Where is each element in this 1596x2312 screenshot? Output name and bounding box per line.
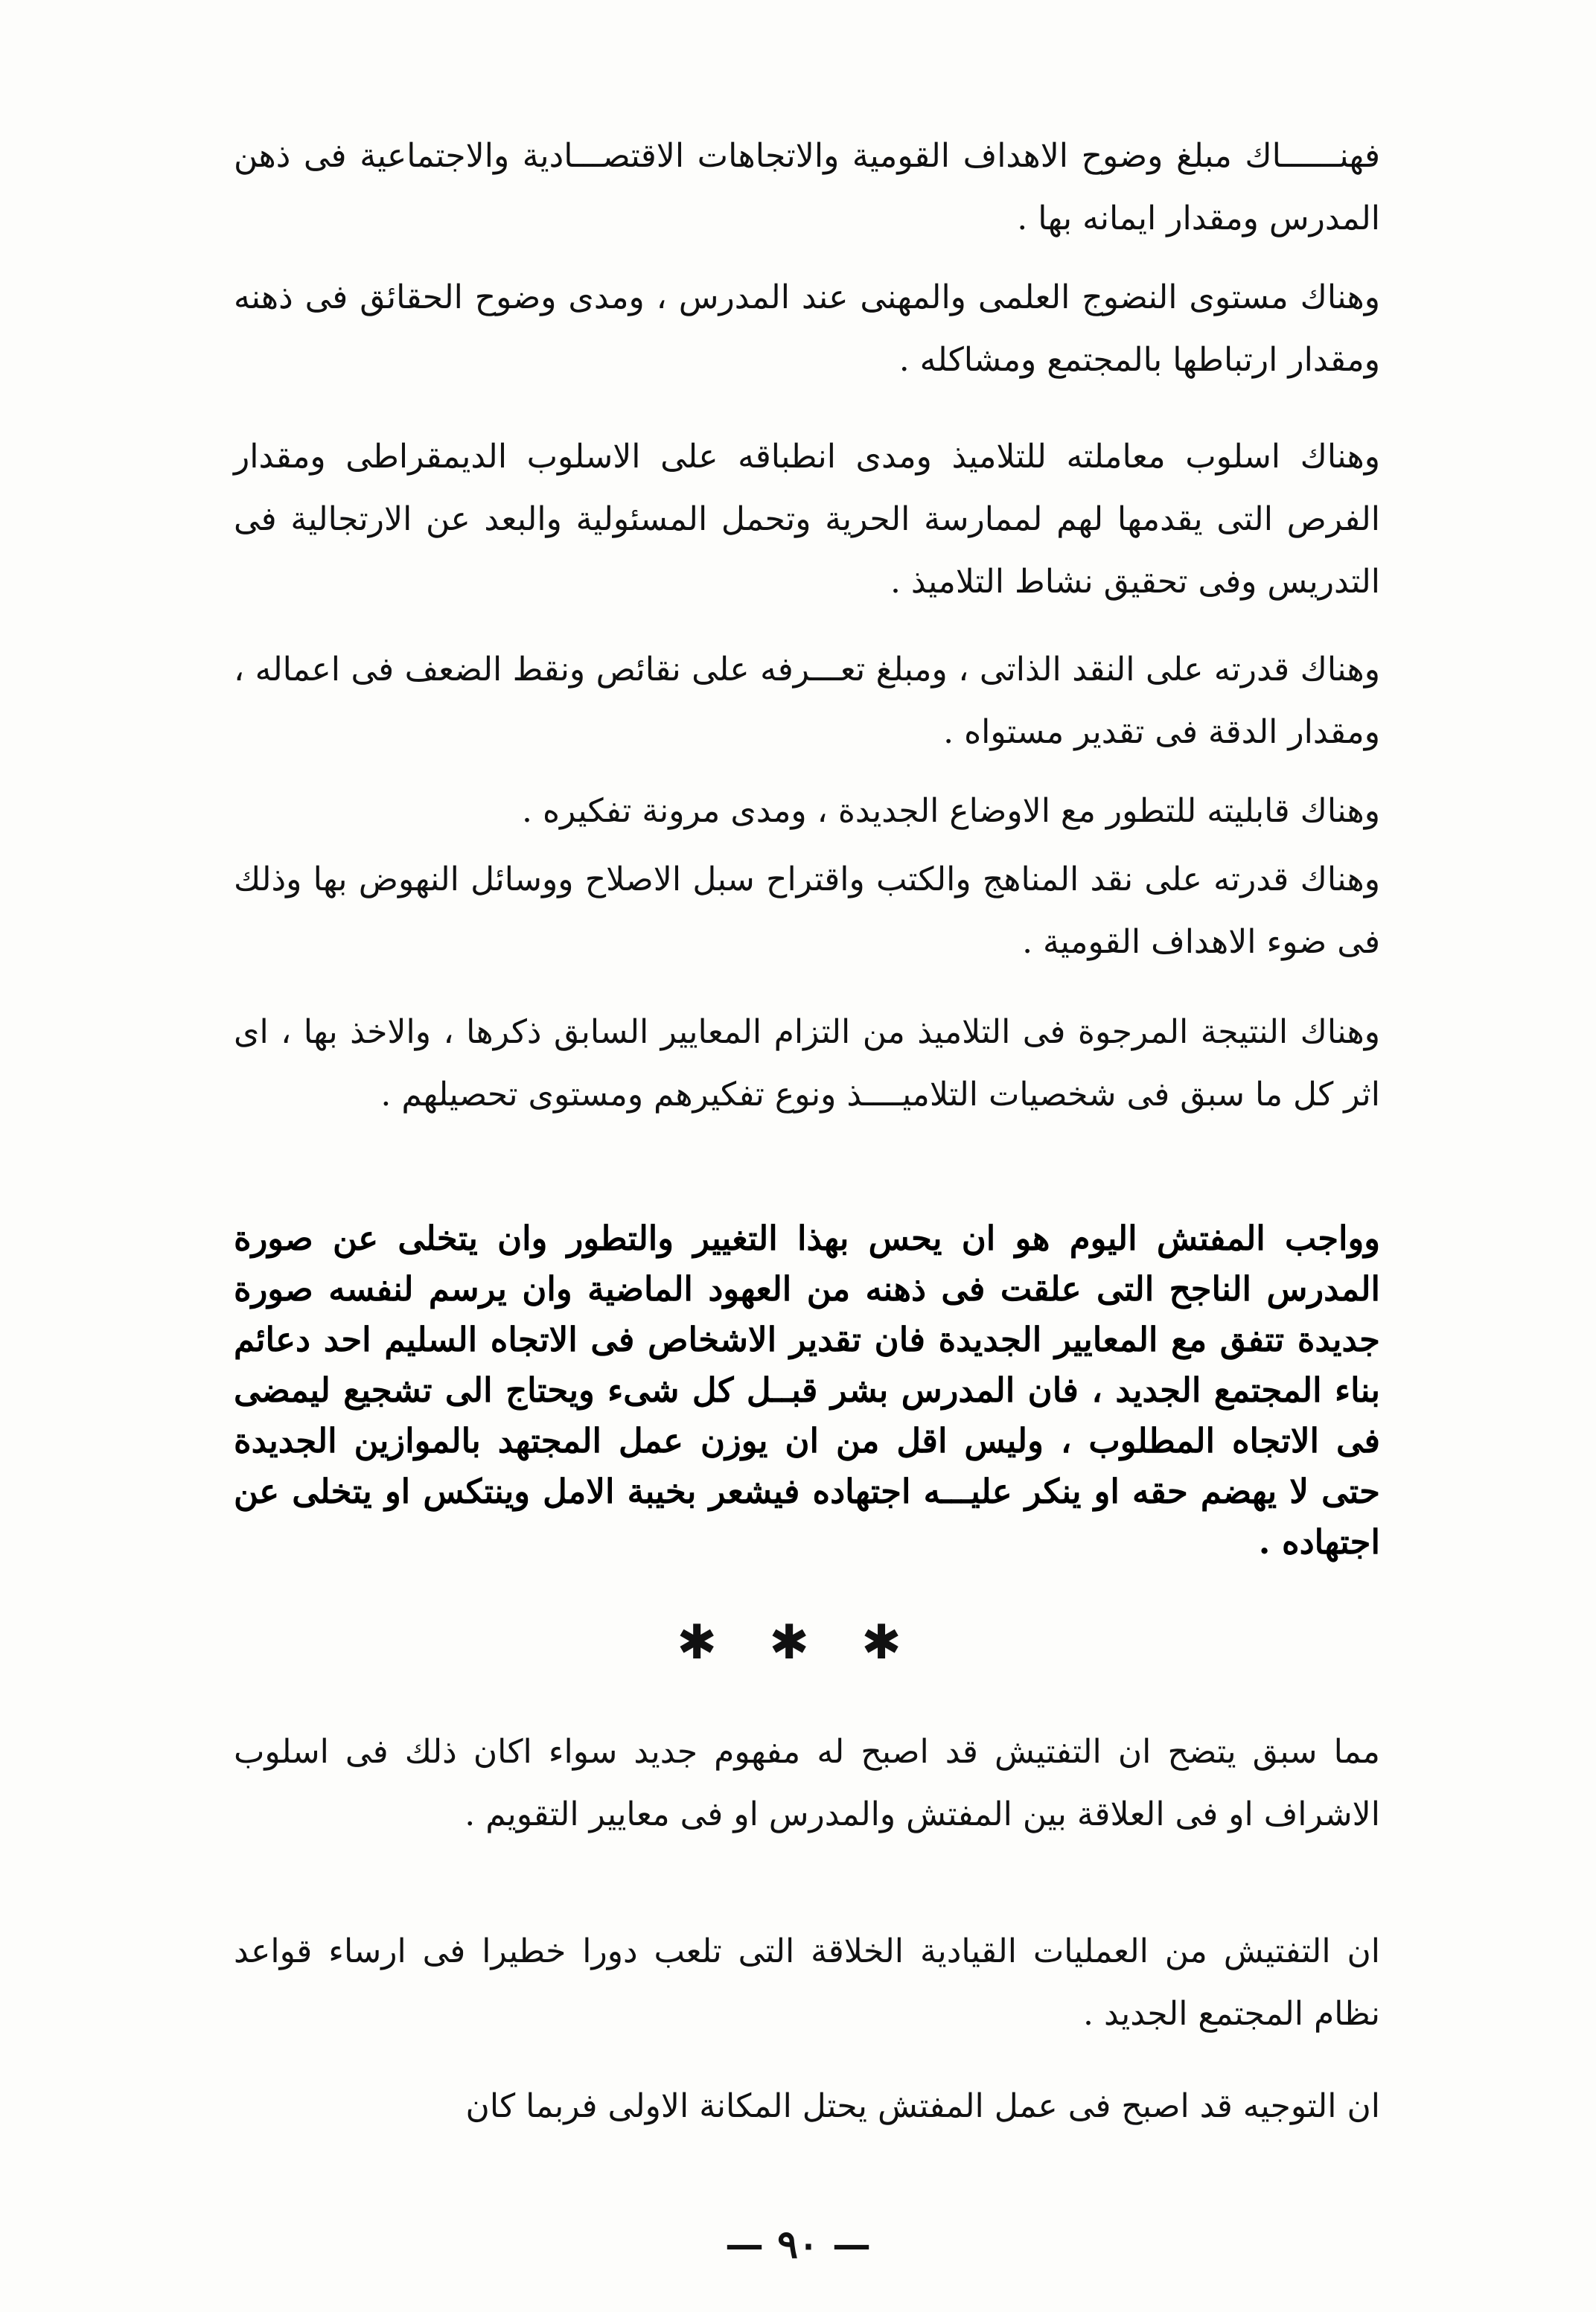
paragraph-treatment-style: وهناك اسلوب معاملته للتلاميذ ومدى انطباقه على الاسلوب الديمقراطى ومقدار الفرص التى يقدمها لهم لممارسة الحرية وتحمل المسئولية والبعد عن الارتجالية فى التدريس وفى تحقيق نشاط التلاميذ . — [234, 438, 1380, 601]
paragraph-national-goals: فهنــــــاك مبلغ وضوح الاهداف القومية والاتجاهات الاقتصـــادية والاجتماعية فى ذهن المدرس ومقدار ايمانه بها . — [234, 137, 1380, 237]
paragraph-guidance: ان التوجيه قد اصبح فى عمل المفتش يحتل المكانة الاولى فربما كان — [465, 2087, 1380, 2125]
paragraph-curriculum-criticism: وهناك قدرته على نقد المناهج والكتب واقتراح سبل الاصلاح ووسائل النهوض بها وذلك فى ضوء الاهداف القومية . — [234, 860, 1380, 961]
paragraph-new-concept: مما سبق يتضح ان التفتيش قد اصبح له مفهوم جديد سواء اكان ذلك فى اسلوب الاشراف او فى العلاقة بين المفتش والمدرس او فى معايير التقويم . — [234, 1733, 1380, 1833]
paragraph-self-criticism: وهناك قدرته على النقد الذاتى ، ومبلغ تعـــرفه على نقائص ونقط الضعف فى اعماله ، ومقدار الدقة فى تقدير مستواه . — [234, 651, 1380, 751]
paragraph-inspector-duty: وواجب المفتش اليوم هو ان يحس بهذا التغيير والتطور وان يتخلى عن صورة المدرس الناجح التى علقت فى ذهنه من العهود الماضية وان يرسم لنفسه صورة جديدة تتفق مع المعايير الجديدة فان تقدير الاشخاص فى الاتجاه السليم احد دعائم بناء المجتمع الجديد ، فان المدرس بشر قبــل كل شىء ويحتاج الى تشجيع ليمضى فى الاتجاه المطلوب ، وليس اقل من ان يوزن عمل المجتهد بالموازين الجديدة حتى لا يهضم حقه او ينكر عليـــه اجتهاده فيشعر بخيبة الامل وينتكس او يتخلى عن اجتهاده . — [234, 1219, 1380, 1562]
paragraph-scientific-maturity: وهناك مستوى النضوج العلمى والمهنى عند المدرس ، ومدى وضوح الحقائق فى ذهنه ومقدار ارتباطها بالمجتمع ومشاكله . — [234, 278, 1380, 379]
paragraph-creative-leadership: ان التفتيش من العمليات القيادية الخلاقة التى تلعب دورا خطيرا فى ارساء قواعد نظام المجتمع الجديد . — [234, 1932, 1380, 2033]
paragraph-expected-result: وهناك النتيجة المرجوة فى التلاميذ من التزام المعايير السابق ذكرها ، والاخذ بها ، اى اثر كل ما سبق فى شخصيات التلاميــــذ ونوع تفكيرهم ومستوى تحصيلهم . — [234, 1013, 1380, 1114]
page-number: — ٩٠ — — [724, 2222, 872, 2267]
section-separator: ✱ ✱ ✱ — [677, 1615, 919, 1670]
paragraph-adaptability: وهناك قابليته للتطور مع الاوضاع الجديدة ، ومدى مرونة تفكيره . — [522, 792, 1380, 830]
